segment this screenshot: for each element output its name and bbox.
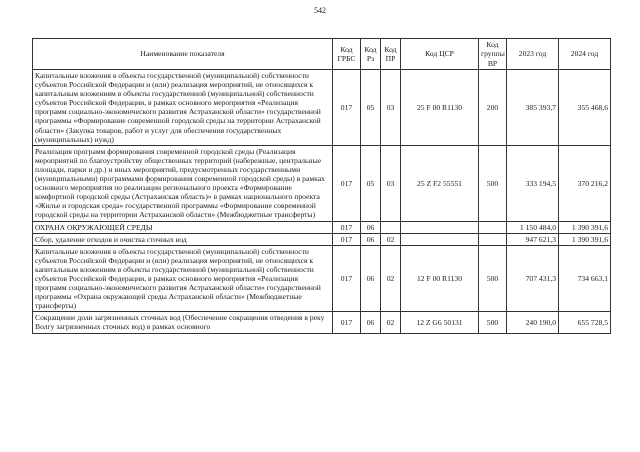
row-2023: 240 190,0 xyxy=(507,312,559,333)
row-name: Капитальные вложения в объекты государственной (муниципальной) собственности субъектов Российской Федерации и (или) реализация мероприятий, не относящихся к капитальным вложениям в объекты государственной (муниципальной) собственности субъектов Российской Федерации, в рамках основного мероприятия «Реализация программ социально-экономического развития Астраханской области» государственной программы «Формирование современной городской среды на территории Астраханской области» (Закупка товаров, работ и услуг для обеспечения государственных (муниципальных) нужд) xyxy=(33,70,333,146)
row-2023: 707 431,3 xyxy=(507,245,559,312)
header-grbs: Код ГРБС xyxy=(333,39,361,70)
row-grbs: 017 xyxy=(333,70,361,146)
budget-table xyxy=(32,38,611,334)
row-vr: 200 xyxy=(479,70,507,146)
row-name: ОХРАНА ОКРУЖАЮЩЕЙ СРЕДЫ xyxy=(33,221,333,233)
row-rz: 06 xyxy=(361,221,381,233)
row-name: Сбор, удаление отходов и очистка сточных вод xyxy=(33,233,333,245)
row-2024: 734 663,1 xyxy=(559,245,611,312)
table-row xyxy=(33,312,611,333)
header-vr: Код группы ВР xyxy=(479,39,507,70)
row-csr: 12 Z G6 50131 xyxy=(401,312,479,333)
row-name: Сокращение доли загрязненных сточных вод (Обеспечение сокращения отведения в реку Волгу загрязненных сточных вод) в рамках основного xyxy=(33,312,333,333)
row-2024: 1 390 391,6 xyxy=(559,233,611,245)
row-pr: 03 xyxy=(381,70,401,146)
table-row xyxy=(33,233,611,245)
row-rz: 05 xyxy=(361,70,381,146)
row-2023: 1 150 484,0 xyxy=(507,221,559,233)
header-pr: Код ПР xyxy=(381,39,401,70)
row-2024: 355 468,6 xyxy=(559,70,611,146)
table-row xyxy=(33,145,611,221)
row-rz: 05 xyxy=(361,145,381,221)
row-rz: 06 xyxy=(361,245,381,312)
row-2023: 333 194,5 xyxy=(507,145,559,221)
header-rz: Код Рз xyxy=(361,39,381,70)
row-2023: 385 393,7 xyxy=(507,70,559,146)
row-grbs: 017 xyxy=(333,145,361,221)
row-grbs: 017 xyxy=(333,221,361,233)
row-2024: 370 216,2 xyxy=(559,145,611,221)
row-pr xyxy=(381,221,401,233)
header-csr: Код ЦСР xyxy=(401,39,479,70)
row-vr: 500 xyxy=(479,245,507,312)
row-rz: 06 xyxy=(361,312,381,333)
header-name: Наименование показателя xyxy=(33,39,333,70)
row-grbs: 017 xyxy=(333,312,361,333)
row-grbs: 017 xyxy=(333,233,361,245)
row-csr: 25 F 00 R1130 xyxy=(401,70,479,146)
row-2024: 655 728,5 xyxy=(559,312,611,333)
row-pr: 02 xyxy=(381,312,401,333)
row-csr xyxy=(401,233,479,245)
header-2024: 2024 год xyxy=(559,39,611,70)
row-vr: 500 xyxy=(479,312,507,333)
row-vr xyxy=(479,233,507,245)
row-csr xyxy=(401,221,479,233)
row-csr: 12 F 00 R1130 xyxy=(401,245,479,312)
table-row xyxy=(33,221,611,233)
row-vr: 500 xyxy=(479,145,507,221)
row-pr: 02 xyxy=(381,233,401,245)
row-2023: 947 621,3 xyxy=(507,233,559,245)
row-grbs: 017 xyxy=(333,245,361,312)
row-pr: 03 xyxy=(381,145,401,221)
table-row xyxy=(33,245,611,312)
row-pr: 02 xyxy=(381,245,401,312)
header-2023: 2023 год xyxy=(507,39,559,70)
row-csr: 25 Z F2 55551 xyxy=(401,145,479,221)
row-name: Капитальные вложения в объекты государственной (муниципальной) собственности субъектов Российской Федерации и (или) реализация мероприятий, не относящихся к капитальным вложениям в объекты государственной (муниципальной) собственности субъектов Российской Федерации, в рамках основного мероприятия «Реализация программ социально-экономического развития Астраханской области» государственной программы «Охрана окружающей среды Астраханской области» (Межбюджетные трансферты) xyxy=(33,245,333,312)
row-2024: 1 390 391,6 xyxy=(559,221,611,233)
row-rz: 06 xyxy=(361,233,381,245)
table-header-row xyxy=(33,39,611,70)
row-vr xyxy=(479,221,507,233)
page-number: 542 xyxy=(314,6,326,15)
table-row xyxy=(33,70,611,146)
row-name: Реализация программ формирования современной городской среды (Реализация мероприятий по благоустройству общественных территорий (набережные, центральные площади, парки и др.) и иных мероприятий, предусмотренных государственными (муниципальными) программами формирования современной городской среды) в рамках основного мероприятия по реализации регионального проекта «Формирование комфортной городской среды (Астраханская область)» в рамках национального проекта «Жилье и городская среда» государственной программы «Формирование современной городской среды на территории Астраханской области» (Межбюджетные трансферты) xyxy=(33,145,333,221)
